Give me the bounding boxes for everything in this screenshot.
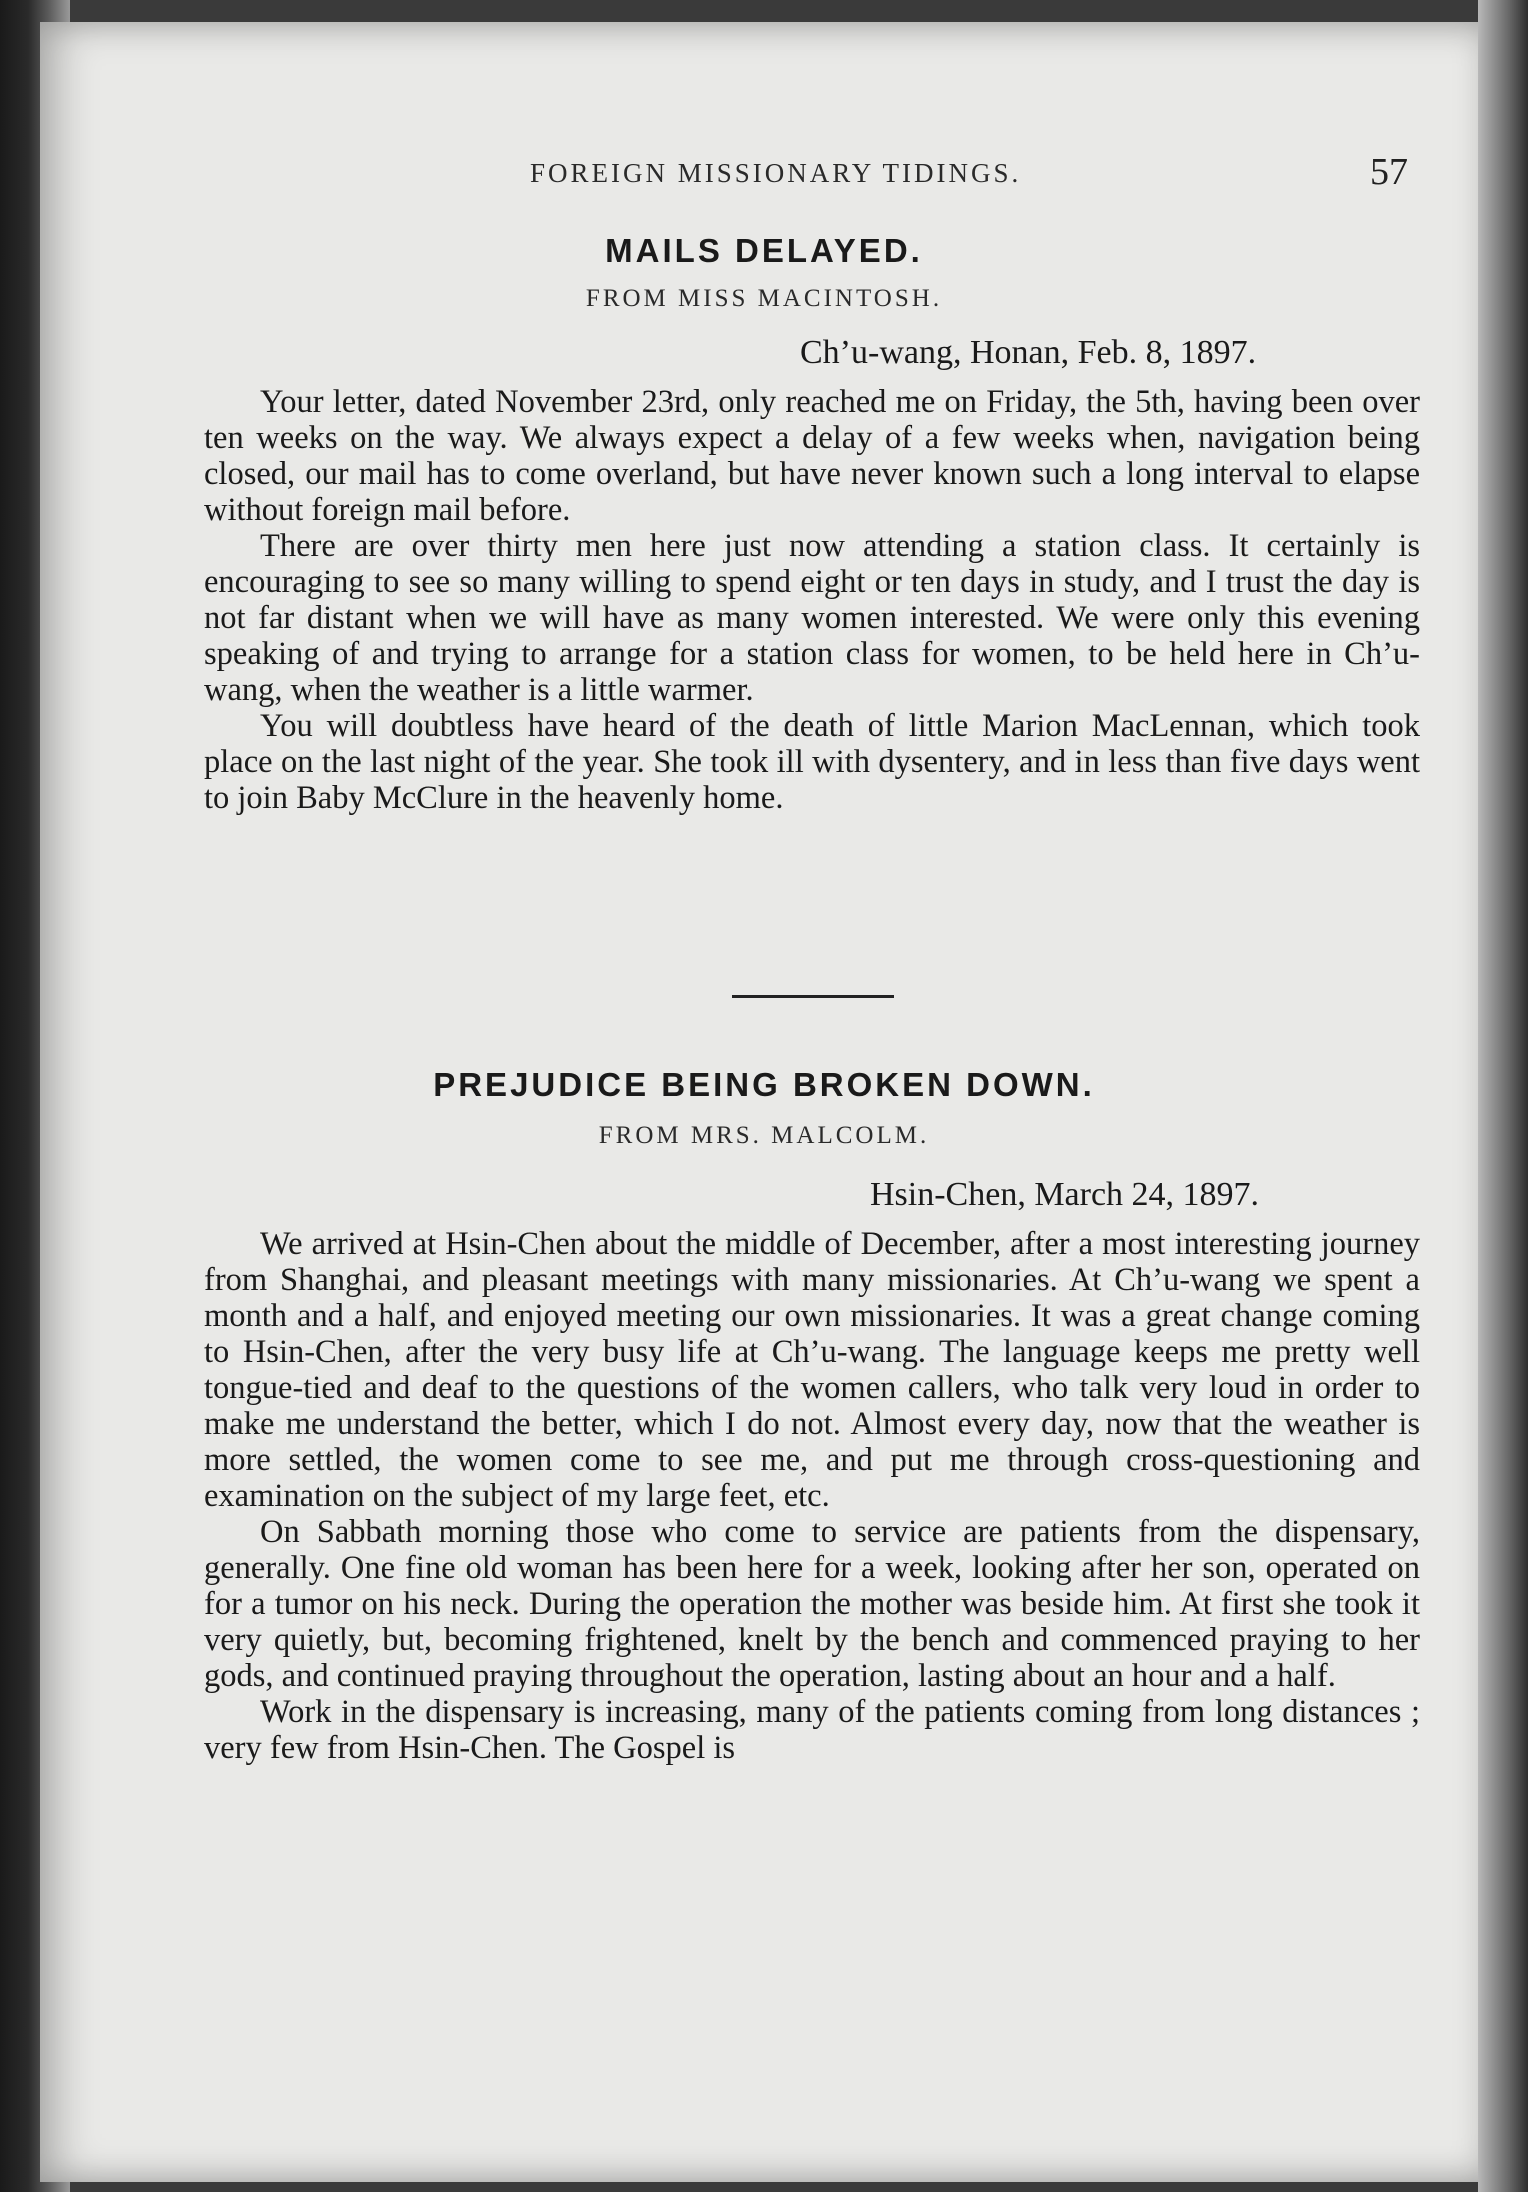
paragraph: On Sabbath morning those who come to service are patients from the dispensary, generally. One fine old woman has been here for a week, looking after her son, operated on for a tumor on his neck. During the operation the mother was beside him. At first she took it very quietly, but, becoming frightened, knelt by the bench and commenced praying to her gods, and continued praying throughout the operation, lasting about an hour and a half.: [204, 1514, 1420, 1694]
paragraph: You will doubtless have heard of the death of little Marion MacLennan, which took place on the last night of the year. She took ill with dysentery, and in less than five days went to join Baby McClure in the heavenly home.: [204, 708, 1420, 816]
paragraph: There are over thirty men here just now attending a station class. It certainly is encouraging to see so many willing to spend eight or ten days in study, and I trust the day is not far distant when we will have as many women interested. We were only this evening speaking of and trying to arrange for a station class for women, to be held here in Ch’u-wang, when the weather is a little warmer.: [204, 528, 1420, 708]
article-body: [204, 384, 1420, 816]
article-title-mails-delayed: MAILS DELAYED.: [605, 232, 923, 269]
paragraph: Work in the dispensary is increasing, many of the patients coming from long distances ; very few from Hsin-Chen. The Gospel is: [204, 1694, 1420, 1766]
article-dateline: Ch’u-wang, Honan, Feb. 8, 1897.: [800, 334, 1257, 371]
article-title-prejudice: PREJUDICE BEING BROKEN DOWN.: [433, 1066, 1095, 1103]
running-head: FOREIGN MISSIONARY TIDINGS.: [530, 158, 1022, 188]
article-dateline: Hsin-Chen, March 24, 1897.: [870, 1176, 1260, 1213]
section-divider: [732, 995, 894, 998]
page-number: 57: [1370, 151, 1408, 193]
article-author-line: FROM MISS MACINTOSH.: [585, 285, 943, 312]
article-author-line: FROM MRS. MALCOLM.: [598, 1122, 930, 1149]
article-body: [204, 1226, 1420, 1766]
paragraph: Your letter, dated November 23rd, only reached me on Friday, the 5th, having been over ten weeks on the way. We always expect a delay of a few weeks when, navigation being closed, our mail has to come overland, but have never known such a long interval to elapse without foreign mail before.: [204, 384, 1420, 528]
paragraph: We arrived at Hsin-Chen about the middle of December, after a most interesting journey from Shanghai, and pleasant meetings with many missionaries. At Ch’u-wang we spent a month and a half, and enjoyed meeting our own missionaries. It was a great change coming to Hsin-Chen, after the very busy life at Ch’u-wang. The language keeps me pretty well tongue-tied and deaf to the questions of the women callers, who talk very loud in order to make me understand the better, which I do not. Almost every day, now that the weather is more settled, the women come to see me, and put me through cross-questioning and examination on the subject of my large feet, etc.: [204, 1226, 1420, 1514]
